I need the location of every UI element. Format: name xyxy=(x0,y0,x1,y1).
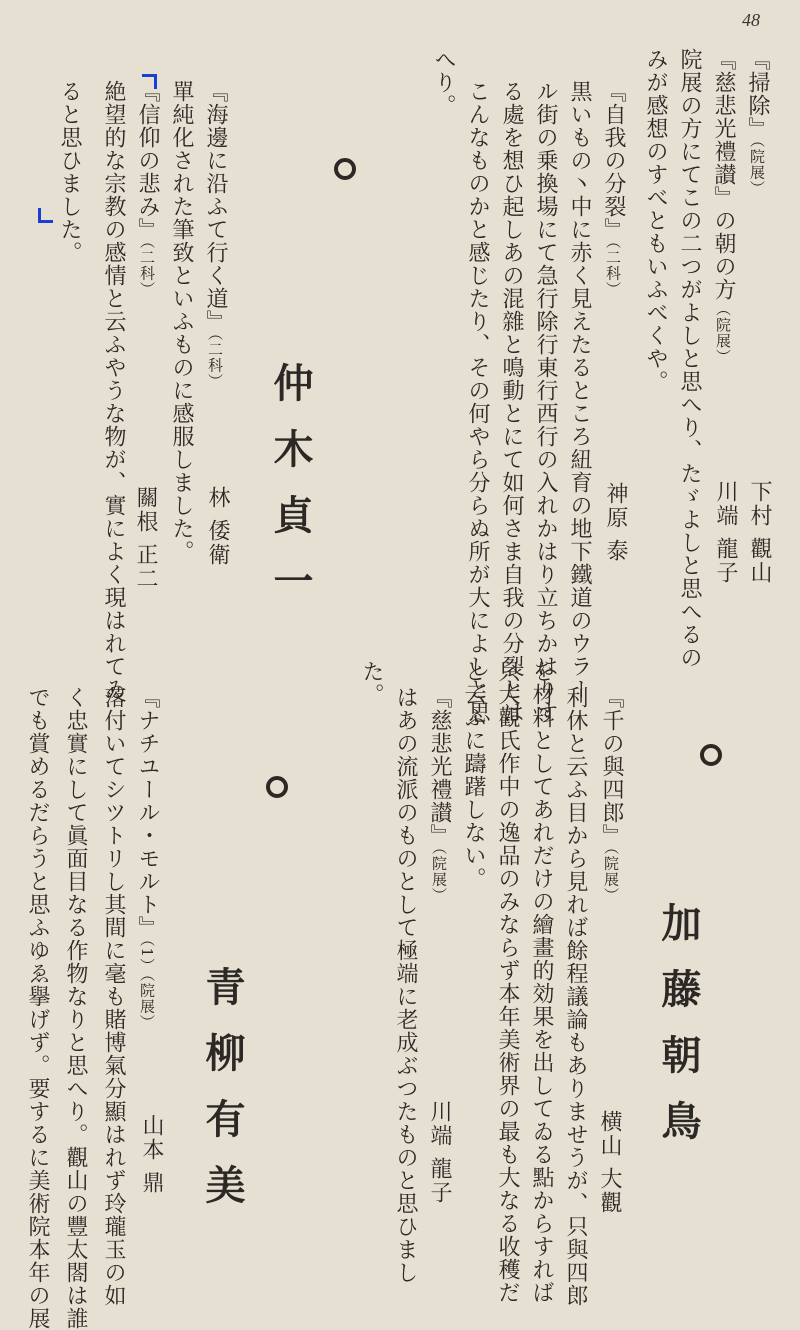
upper-col-12: 單純化された筆致といふものに感服しました。 xyxy=(169,80,194,563)
lower-col-8: た。 xyxy=(359,660,384,706)
upper-col-2: 『慈悲光禮讃』の朝の方（院展） xyxy=(711,48,736,365)
upper-col-1: 『掃除』（院展） xyxy=(745,48,770,197)
artist-name-kawabata: 川端 龍子 xyxy=(713,480,738,585)
annotation-bracket-bottom xyxy=(38,208,53,223)
upper-col-9: こんなものかと感じたり、その何やら分らぬ所が大によしと思 xyxy=(465,80,490,724)
lower-col-10: 落付いてシツトリし其間に毫も賭博氣分顯はれず玲瓏玉の如 xyxy=(101,686,126,1307)
lower-col-4: 只大觀氏作中の逸品のみならず本年美術界の最も大なる收穫だ xyxy=(495,660,520,1304)
upper-col-5: 『自我の分裂』（二科） xyxy=(601,80,626,298)
lower-col-3: を材料としてあれだけの繪畫的効果を出してゐる點からすれば xyxy=(529,660,554,1304)
lower-col-5: と云ふに躊躇しない。 xyxy=(461,660,486,890)
lower-col-1: 『千の與四郎』（院展） xyxy=(599,686,624,904)
upper-col-8: る處を想ひ起しあの混雜と鳴動とにて如何さま自我の分裂とは xyxy=(499,80,524,724)
upper-col-11: 『海邊に沿ふて行く道』（二科） xyxy=(203,80,228,390)
artist-name-yokoyama: 横山 大觀 xyxy=(597,1110,622,1215)
artist-name-yamamoto: 山本 鼎 xyxy=(139,1114,164,1195)
artist-name-shimomura: 下村 觀山 xyxy=(747,480,772,585)
author-aoyagi: 青柳有美 xyxy=(199,966,246,1230)
section-circle-mark-2 xyxy=(700,744,722,766)
section-circle-mark xyxy=(334,158,356,180)
upper-col-3: 院展の方にてこの二つがよしと思へり、たゞよしと思へるの xyxy=(677,48,702,669)
artist-name-sekine: 關根 正二 xyxy=(133,486,158,591)
page-number: 48 xyxy=(742,10,760,30)
artist-name-hayashi: 林 倭衛 xyxy=(205,486,230,567)
upper-col-15: ると思ひました。 xyxy=(57,80,82,264)
upper-col-10: へり。 xyxy=(431,48,456,117)
section-circle-mark-3 xyxy=(266,776,288,798)
upper-col-6: 黒いもの丶中に赤く見えたるところ紐育の地下鐵道のウラー xyxy=(567,80,592,701)
upper-col-7: ル街の乗換場にて急行除行東行西行の入れかはり立ちかはりす xyxy=(533,80,558,724)
author-kato: 加藤朝鳥 xyxy=(655,902,702,1166)
lower-col-12: でも賞めるだらうと思ふゆゑ擧げず。要するに美術院本年の展 xyxy=(25,686,50,1330)
artist-name-kawabata-2: 川端 龍子 xyxy=(427,1100,452,1205)
artist-name-kambara: 神原 泰 xyxy=(603,482,628,563)
annotation-bracket-top xyxy=(142,74,157,89)
upper-col-14: 絶望的な宗教の感情と云ふやうな物が、實によく現はれてゐ xyxy=(101,80,126,701)
lower-col-9: 『ナチユール・モルト』（1）（院展） xyxy=(135,686,160,1031)
lower-col-11: く忠實にして眞面目なる作物なりと思へり。觀山の豐太閤は誰 xyxy=(63,686,88,1330)
lower-col-6: 『慈悲光禮讃』（院展） xyxy=(427,686,452,904)
upper-col-4: みが感想のすべともいふべくや。 xyxy=(643,48,668,393)
lower-col-7: はあの流派のものとして極端に老成ぶつたものと思ひまし xyxy=(393,686,418,1284)
author-nakagi: 仲木貞一 xyxy=(267,362,314,626)
upper-col-13: 『信仰の悲み』（二科） xyxy=(135,80,160,298)
lower-col-2: 利休と云ふ目から見れば餘程議論もありませうが、只與四郎 xyxy=(563,686,588,1307)
